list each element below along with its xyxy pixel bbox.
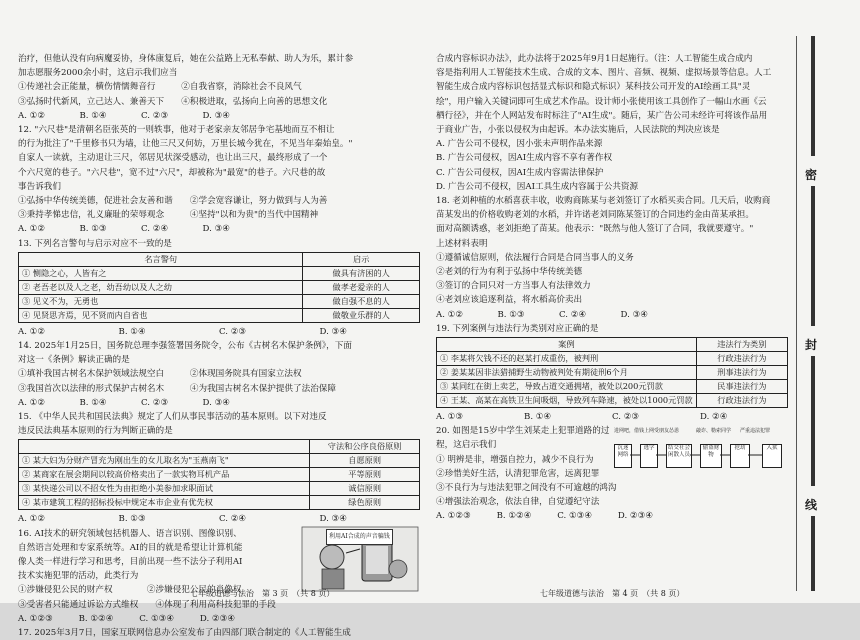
table-cell: 自愿原则 xyxy=(310,454,420,468)
text-line: ③不良行为与违法犯罪之间没有不可逾越的鸿沟 xyxy=(436,483,617,494)
binding-margin xyxy=(796,36,853,591)
text-line: 像人类一样进行学习和思考，目前出现一些不法分子利用AI xyxy=(18,557,243,568)
table-q15 xyxy=(18,439,420,510)
table-header: 违法行为类别 xyxy=(696,338,787,352)
text-line: 绘"，用户输入关键词即可生成艺术作品。设计师小张使用该工具创作了一幅山水画《云 xyxy=(436,96,767,107)
text-line: ④增强法治观念，依法自律，自觉遵纪守法 xyxy=(436,497,600,508)
table-cell: ② 姜某某因非法猎捕野生动物被判处有期徒刑6个月 xyxy=(437,366,697,380)
option: D. ③④ xyxy=(319,514,347,525)
text-line: A. ①②③ B. ①②④ C. ①③④ D. ②③④ xyxy=(18,613,236,624)
text-line: 加志愿服务2000余小时，这启示我们应当 xyxy=(18,68,178,79)
binding-bar xyxy=(811,356,815,486)
q16-block xyxy=(18,527,420,640)
table-cell: ③ 某快递公司以不招女性为由拒绝小美参加求职面试 xyxy=(19,482,310,496)
table-q13 xyxy=(18,252,420,323)
table-header: 启示 xyxy=(303,252,420,266)
text-line: ①传递社会正能量，横伤情懦舞音行 ②自我省察，消除社会不良风气 xyxy=(18,82,302,93)
table-cell: 平等原则 xyxy=(310,468,420,482)
text-line: A. ①② B. ①④ C. ②③ D. ③④ xyxy=(18,397,230,408)
binding-bar xyxy=(811,516,815,591)
text-line: 面对高额诱惑，老刘拒绝了苗某。他表示："既然与他人签订了合同，我就要遵守。" xyxy=(436,224,754,235)
right-page xyxy=(436,52,788,585)
flow-node: 抢劫 xyxy=(730,444,750,468)
text-line: 17. 2025年3月7日，国家互联网信息办公室发布了由四部门联合制定的《人工智能生成 xyxy=(18,628,351,639)
text-line: 上述材料表明 xyxy=(436,238,488,249)
text-line: 的行为批注了"千里修书只为墙，让他三尺又何妨，万里长城今犹在，不见当年秦始皇。" xyxy=(18,139,353,150)
left-text-block xyxy=(18,52,420,251)
option: D. ③④ xyxy=(319,326,347,337)
flow-node: 沉迷网络 xyxy=(614,444,632,468)
text-line: 16. AI技术的研究领域包括机器人、语言识别、图像识别、 xyxy=(18,528,242,539)
table-cell: ① 某大妇为分财产冒充为刚出生的女儿取名为"玉燕南飞" xyxy=(19,454,310,468)
flow-label: 敲诈、勒索同学 xyxy=(696,428,732,435)
text-line: 技术实施犯罪的活动，此类行为 xyxy=(18,571,139,582)
text-line: ③弘扬时代新风，立己达人、兼善天下 ④积极进取，弘扬向上向善的思想文化 xyxy=(18,96,328,107)
table-cell: 做具有济困的人 xyxy=(303,266,420,280)
flow-node: 逃学 xyxy=(640,444,658,468)
crime-path-flowchart xyxy=(614,426,788,484)
flow-arrows xyxy=(614,426,788,484)
q20-block xyxy=(436,424,788,523)
binding-bar xyxy=(811,186,815,326)
flow-node: 偷盗财物 xyxy=(700,444,722,468)
text-line: ②老刘的行为有利于弘扬中华传统美德 xyxy=(436,267,583,278)
text-line: 事告诉我们 xyxy=(18,181,61,192)
text-line: 智能生成合成内容标识包括显式标识和隐式标识）某科技公司开发的AI绘画工具"灵 xyxy=(436,82,751,93)
table-cell: ① 李某将欠钱不还的赵某打成重伤，被判刑 xyxy=(437,352,697,366)
text-line: 于商业广告，小张以侵权为由起诉。本办法实施后，人民法院的判决应该是 xyxy=(436,125,720,136)
table-cell: ② 老吾老以及人之老，幼吾幼以及人之幼 xyxy=(19,280,303,294)
text-line: 容是指利用人工智能技术生成、合成的文本、图片、音频、视频、虚拟场景等信息。人工 xyxy=(436,68,772,79)
table-cell: 做敬业乐群的人 xyxy=(303,308,420,322)
binding-mark: 线 xyxy=(805,498,818,512)
q19-options xyxy=(436,410,788,424)
left-footer: 七年级道德与法治 第 3 页 （共 8 页） xyxy=(190,589,335,598)
text-line: ①填补我国古树名木保护领域法规空白 ②体现国务院具有国家立法权 xyxy=(18,369,302,380)
table-cell: ④ 王某、高某在高铁卫生间吸烟，导致列车降速，被处以1000元罚款 xyxy=(437,394,697,408)
text-line: A. ①② B. ①④ C. ②③ D. ③④ xyxy=(18,110,230,121)
option: B. ①③ xyxy=(118,514,146,525)
table-cell: ③ 某同红在街上卖艺，导致占道交通拥堵，被处以200元罚款 xyxy=(437,380,697,394)
text-line: ④老刘应该追逐利益，将水稻高价卖出 xyxy=(436,295,583,306)
text-line: ①涉嫌侵犯公民的财产权 ②涉嫌侵犯公民的肖像权 xyxy=(18,585,242,596)
text-line: 合成内容标识办法》，此办法将于2025年9月1日起施行。（注：人工智能生成合成内 xyxy=(436,54,753,64)
text-line: 违反民法典基本原则的行为判断正确的是 xyxy=(18,426,173,437)
text-line: ③秉持孝悌忠信，礼义廉耻的荣辱观念 ④坚持"以和为贵"的当代中国精神 xyxy=(18,210,319,221)
right-text-block xyxy=(436,52,788,336)
option: C. ②④ xyxy=(219,514,247,525)
q14-text-block xyxy=(18,339,420,438)
text-line: ③签订的合同只对一方当事人有法律效力 xyxy=(436,281,591,292)
binding-mark: 密 xyxy=(805,168,818,182)
text-line: ②珍惜美好生活，认清犯罪危害，远离犯罪 xyxy=(436,468,600,479)
table-cell: ④ 见贤思齐焉，见不贤而内自省也 xyxy=(19,308,303,322)
table-cell: ④ 某市建筑工程的招标投标中规定本市企业有优先权 xyxy=(19,496,310,510)
option: A. ①② xyxy=(18,326,46,337)
text-line: 自家人一读就，主动退让三尺，邻居见状深受感动，也让出三尺，最终形成了一个 xyxy=(18,153,328,164)
text-line: 15. 《中华人民共和国民法典》规定了人们从事民事活动的基本原则。以下对违反 xyxy=(18,412,327,423)
option: A. ①② xyxy=(18,514,46,525)
text-line: 13. 下列名言警句与启示对应不一致的是 xyxy=(18,238,172,249)
fraud-cartoon xyxy=(302,527,418,591)
text-line: 20. 如图是15岁中学生刘某走上犯罪道路的过 xyxy=(436,426,610,437)
text-line: 12. "六尺巷"是清朝名臣张英的一则轶事，他对于老家亲友邻居争宅基地而互不相让 xyxy=(18,125,335,136)
table-cell: 行政违法行为 xyxy=(696,394,787,408)
text-line: 治疗，但他认没有向病魔妥协，身体康复后，她在公益路上无私奉献、助人为乐，累计参 xyxy=(18,54,354,64)
text-line: ③受害者只能通过诉讼方式维权 ④体现了利用高科技犯罪的手段 xyxy=(18,599,276,610)
table-cell: 绿色原则 xyxy=(310,496,420,510)
binding-mark: 封 xyxy=(805,338,818,352)
option: B. ①④ xyxy=(524,412,552,423)
cartoon-caption: 利用AI合成的声音骗钱 xyxy=(326,529,393,545)
option: D. ②④ xyxy=(700,412,728,423)
text-line: 个六尺宽的巷子。"六尺巷"，宽不过"六尺"，却被称为"最宽"的巷子。六尺巷的故 xyxy=(18,167,326,178)
text-line: A. 广告公司不侵权，因小张未声明作品来源 xyxy=(436,139,603,150)
option: B. ①④ xyxy=(118,326,146,337)
text-line: 自然语言处理和专家系统等。AI的目的就是希望让计算机能 xyxy=(18,542,243,553)
table-cell: ② 某商家在展会期间以较高价格卖出了一款实物耳机产品 xyxy=(19,468,310,482)
table-cell: 做孝老爱亲的人 xyxy=(303,280,420,294)
text-line: B. 广告公司侵权，因AI生成内容不享有著作权 xyxy=(436,153,613,164)
flow-node: 入狱 xyxy=(762,444,782,468)
binding-bar xyxy=(811,36,815,156)
text-line: 对这一《条例》解读正确的是 xyxy=(18,355,130,366)
flow-label: 严重违法犯罪 xyxy=(740,428,771,435)
table-header xyxy=(19,440,310,454)
text-line: ① 明辨是非，增强自控力，减少不良行为 xyxy=(436,454,594,465)
option: C. ②③ xyxy=(612,412,640,423)
text-line: 苗某发出的价格收购老刘的水稻，并许诺老刘同陈某签订的合同违约金由苗某承担。 xyxy=(436,210,754,221)
table-header: 守法和公序良俗原则 xyxy=(310,440,420,454)
text-line: A. ①② B. ①③ C. ②④ D. ③④ xyxy=(436,309,648,320)
text-line: D. 广告公司不侵权，因AI工具生成内容属于公共资源 xyxy=(436,181,639,192)
table-header: 案例 xyxy=(437,338,697,352)
table-cell: 诚信原则 xyxy=(310,482,420,496)
text-line: ①弘扬中华传统美德，促进社会友善和谐 ②学会宽容谦让，努力做到与人为善 xyxy=(18,196,328,207)
flow-label: 进网吧，借钱上网 xyxy=(614,428,655,435)
table-cell: ③ 见义不为，无勇也 xyxy=(19,294,303,308)
right-footer: 七年级道德与法治 第 4 页 （共 8 页） xyxy=(540,589,685,598)
table-cell: 行政违法行为 xyxy=(696,352,787,366)
text-line: 19. 下列案例与违法行为类别对应正确的是 xyxy=(436,323,599,334)
text-line: 14. 2025年1月25日，国务院总理李强签署国务院令，公布《古树名木保护条例》，下面 xyxy=(18,341,352,352)
table-header: 名言警句 xyxy=(19,252,303,266)
text-line: A. ①② B. ①③ C. ②④ D. ③④ xyxy=(18,224,230,235)
text-line: ①遵循诚信原则，依法履行合同是合同当事人的义务 xyxy=(436,252,634,263)
table-cell: 民事违法行为 xyxy=(696,380,787,394)
table-cell: 做自强不息的人 xyxy=(303,294,420,308)
text-line: 栖行径》，并在个人网站发布时标注了"AI生成"。随后，某广告公司未经许可将该作品用 xyxy=(436,110,768,121)
flow-label: 受朋友怂恿 xyxy=(654,428,680,435)
flow-node: 结交社会闲散人员 xyxy=(666,444,692,468)
table-q19 xyxy=(436,337,788,408)
text-line: ③我国首次以法律的形式保护古树名木 ④为我国古树名木保护提供了法治保障 xyxy=(18,383,336,394)
table-cell: ① 恻隐之心，人皆有之 xyxy=(19,266,303,280)
q15-options xyxy=(18,512,420,526)
option: A. ①③ xyxy=(436,412,464,423)
table-cell: 刑事违法行为 xyxy=(696,366,787,380)
text-line: C. 广告公司侵权，因AI生成内容需法律保护 xyxy=(436,167,604,178)
text-line: 18. 老刘种植的水稻喜获丰收，收购商陈某与老刘签订了水稻买卖合同。几天后，收购商 xyxy=(436,196,771,207)
q13-options xyxy=(18,325,420,339)
text-line: A. ①②③ B. ①②④ C. ①③④ D. ②③④ xyxy=(436,511,654,522)
text-line: 程，这启示我们 xyxy=(436,440,497,451)
option: C. ②③ xyxy=(219,326,247,337)
